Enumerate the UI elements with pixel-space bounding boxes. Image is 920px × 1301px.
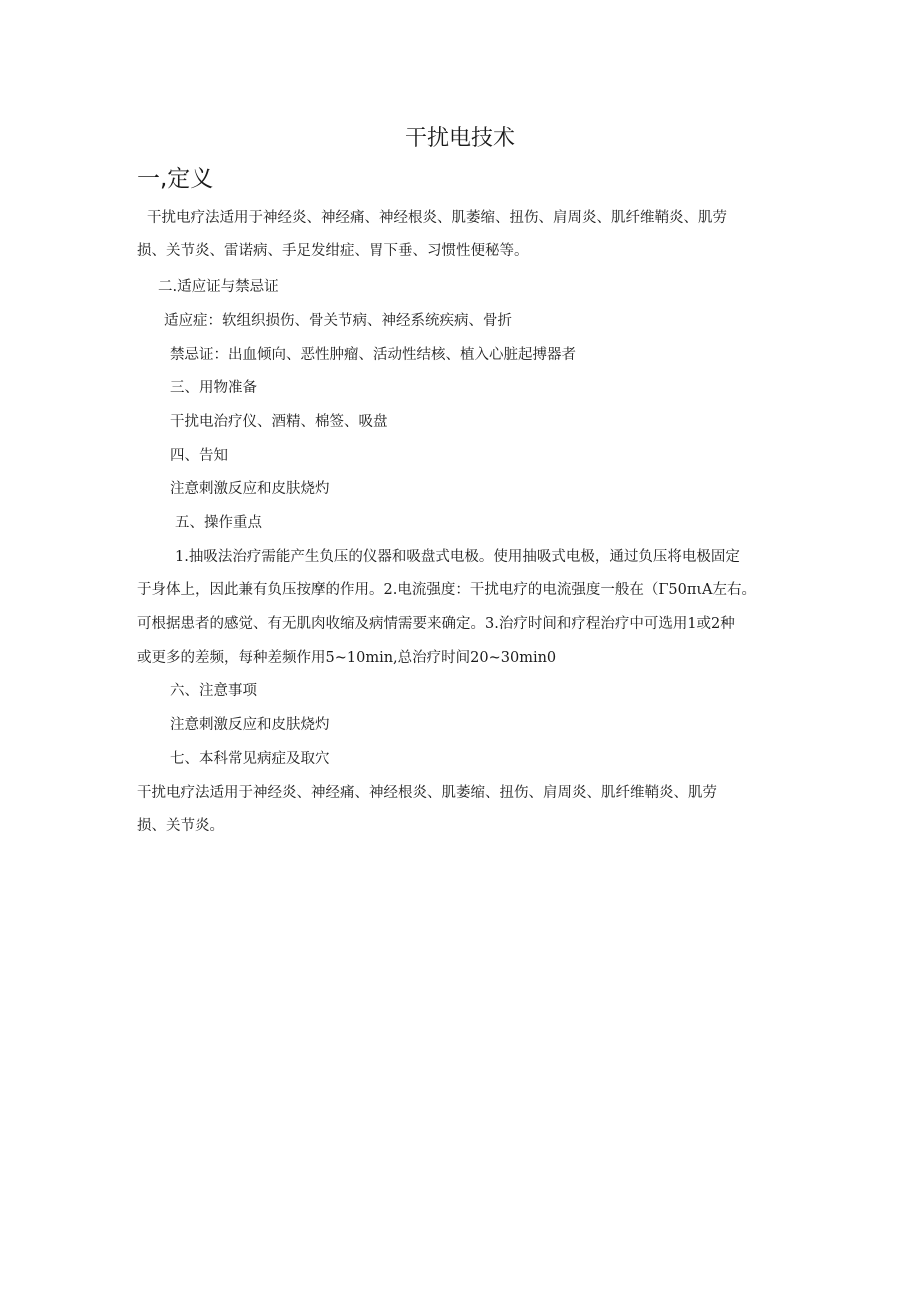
section5-line-2: 于身体上，因此兼有负压按摩的作用。2.电流强度：干扰电疗的电流强度一般在（Γ50πιA左右。 — [137, 582, 757, 598]
indication-text: 适应症：软组织损伤、骨关节病、神经系统疾病、骨折 — [164, 313, 512, 329]
heading-definition: 一,定义 — [137, 166, 214, 192]
section6-text: 注意刺激反应和皮肤烧灼 — [170, 717, 330, 733]
section5-heading: 五、操作重点 — [175, 515, 262, 531]
section7-line-2: 损、关节炎。 — [137, 818, 224, 834]
section7-line-1: 干扰电疗法适用于神经炎、神经痛、神经根炎、肌萎缩、扭伤、肩周炎、肌纤维鞘炎、肌劳 — [137, 785, 717, 801]
section3-heading: 三、用物准备 — [170, 380, 257, 396]
definition-line-1: 干扰电疗法适用于神经炎、神经痛、神经根炎、肌萎缩、扭伤、肩周炎、肌纤维鞘炎、肌劳 — [147, 210, 727, 226]
section4-text: 注意刺激反应和皮肤烧灼 — [170, 481, 330, 497]
section5-line-4: 或更多的差频，每种差频作用5~10min,总治疗时间20~30min0 — [137, 650, 557, 666]
section4-heading: 四、告知 — [170, 448, 228, 464]
section5-line-3: 可根据患者的感觉、有无肌肉收缩及病情需要来确定。3.治疗时间和疗程治疗中可选用1或2种 — [137, 616, 735, 632]
section3-text: 干扰电治疗仪、酒精、棉签、吸盘 — [170, 414, 388, 430]
document-title: 干扰电技术 — [404, 126, 515, 151]
section5-line-1: 1.抽吸法治疗需能产生负压的仪器和吸盘式电极。使用抽吸式电极，通过负压将电极固定 — [175, 549, 740, 565]
section6-heading: 六、注意事项 — [170, 683, 257, 699]
section2-heading: 二.适应证与禁忌证 — [158, 279, 279, 295]
definition-line-2: 损、关节炎、雷诺病、手足发绀症、胃下垂、习惯性便秘等。 — [137, 243, 529, 259]
section7-heading: 七、本科常见病症及取穴 — [170, 751, 330, 767]
contraindication-text: 禁忌证：出血倾向、恶性肿瘤、活动性结核、植入心脏起搏器者 — [170, 347, 576, 363]
